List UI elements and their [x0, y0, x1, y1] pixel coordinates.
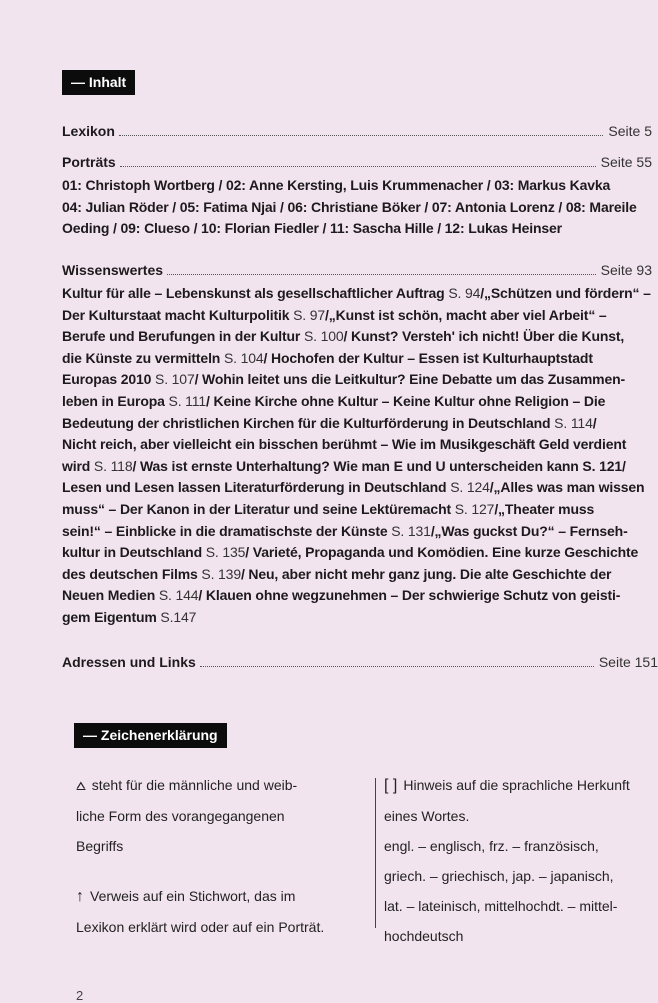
page-reference: S. 111 — [168, 392, 207, 409]
wissenswertes-line — [62, 348, 651, 370]
legend-reference-entry — [76, 881, 324, 942]
line-text: des deutschen Films — [62, 565, 202, 582]
line-text: Lesen und Lesen lassen Literaturförderung in Deutschland — [62, 479, 451, 496]
line-text: leben in Europa — [62, 392, 169, 409]
wissenswertes-line — [62, 477, 651, 499]
portraets-line: Oeding / 09: Clueso / 10: Florian Fiedler / 11: Sascha Hille / 12: Lukas Heinser — [62, 220, 562, 237]
line-text: Nicht reich, aber vielleicht ein bisschen berühmt – Wie im Musikgeschäft Geld verdient — [62, 436, 627, 453]
page-reference: S. 94 — [448, 285, 481, 301]
portraets-list — [62, 175, 637, 240]
line-text: /„Was guckst Du?“ – Fernseh- — [430, 522, 628, 539]
wissenswertes-line — [62, 521, 651, 543]
portraets-line: 04: Julian Röder / 05: Fatima Njai / 06: Christiane Böker / 07: Antonia Lorenz / 08: Mareile — [62, 198, 637, 215]
legend-text: Hinweis auf die sprachliche Herkunft — [403, 777, 630, 793]
page-number: 2 — [76, 988, 84, 1003]
wissenswertes-line — [62, 326, 651, 348]
toc-page: Seite 151 — [598, 654, 658, 670]
line-text: Der Kulturstaat macht Kulturpolitik — [62, 306, 294, 323]
leader-dots — [167, 273, 596, 275]
legend-right — [384, 770, 630, 951]
page-reference: S. 144 — [158, 587, 199, 604]
toc-page: Seite 5 — [608, 123, 652, 139]
page-reference: S. 139 — [201, 565, 241, 582]
legend-text: lat. – lateinisch, mittelhochdt. – mittel- — [384, 898, 618, 914]
page-reference: S. 97 — [293, 306, 326, 323]
line-text: gem Eigentum — [62, 608, 161, 625]
legend-text: liche Form des vorangegangenen — [76, 808, 285, 824]
toc-entry-wissenswertes — [62, 260, 658, 280]
line-text: Europas 2010 — [62, 371, 155, 388]
line-text: / Keine Kirche ohne Kultur – Keine Kultur ohne Religion – Die — [206, 392, 606, 409]
toc-entry-lexikon — [62, 121, 658, 141]
legend-left — [76, 770, 324, 942]
toc-title: Wissenswertes — [62, 262, 164, 278]
legend-text: Begriffs — [76, 838, 124, 854]
line-text: /„Theater muss — [494, 500, 595, 517]
wissenswertes-line — [62, 607, 651, 629]
legend-text: steht für die männliche und weib- — [91, 777, 298, 793]
toc-page: Seite 55 — [600, 154, 652, 170]
legend-text: engl. – englisch, frz. – französisch, — [384, 838, 599, 854]
line-text: / Klauen ohne wegzunehmen – Der schwierige Schutz von geisti- — [198, 587, 621, 604]
page-reference: S. 104 — [223, 349, 264, 366]
page-reference: S. 135 — [205, 544, 246, 561]
line-text: / Hochofen der Kultur – Essen ist Kulturhauptstadt — [263, 349, 593, 366]
wissenswertes-line — [62, 564, 651, 586]
page-reference: S. 118 — [93, 457, 133, 474]
page-reference: S. 114 — [554, 414, 593, 431]
bracket-symbol-icon: [ ] — [384, 777, 398, 794]
line-text: Kultur für alle – Lebenskunst als gesellschaftlicher Auftrag — [62, 285, 449, 301]
line-text: sein!“ – Einblicke in die dramatischste der Künste — [62, 522, 392, 539]
leader-dots — [200, 665, 594, 667]
wissenswertes-line — [62, 434, 651, 456]
line-text: Berufe und Berufungen in der Kultur — [62, 328, 304, 345]
toc-entry-portraets — [62, 152, 658, 172]
line-text: /„Kunst ist schön, macht aber viel Arbeit“ – — [325, 306, 607, 323]
page-reference: S.147 — [160, 608, 197, 625]
line-text: /„Schützen und fördern“ – — [480, 285, 651, 301]
line-text: Neuen Medien — [62, 587, 159, 604]
wissenswertes-list — [62, 283, 651, 629]
line-text: /„Alles was man wissen — [489, 479, 645, 496]
toc-title: Lexikon — [62, 123, 115, 139]
wissenswertes-line — [62, 585, 651, 607]
wissenswertes-line — [62, 283, 651, 305]
toc-entry-adressen — [62, 652, 658, 672]
legend-text: Verweis auf ein Stichwort, das im — [90, 888, 296, 904]
contents-heading: — Inhalt — [62, 70, 135, 95]
page-reference: S. 131 — [391, 522, 431, 539]
line-text: kultur in Deutschland — [62, 544, 206, 561]
line-text: / Neu, aber nicht mehr ganz jung. Die alte Geschichte der — [240, 565, 612, 582]
line-text: / Varieté, Propaganda und Komödien. Eine kurze Geschichte — [245, 544, 639, 561]
wissenswertes-line — [62, 499, 651, 521]
legend-text: griech. – griechisch, jap. – japanisch, — [384, 868, 614, 884]
line-text: / Wohin leitet uns die Leitkultur? Eine Debatte um das Zusammen- — [194, 371, 626, 388]
legend-text: hochdeutsch — [384, 928, 464, 944]
portraets-line: 01: Christoph Wortberg / 02: Anne Kersting, Luis Krummenacher / 03: Markus Kavka — [62, 177, 611, 193]
page-reference: S. 124 — [450, 479, 490, 496]
wissenswertes-line — [62, 369, 651, 391]
toc-page: Seite 93 — [600, 262, 652, 278]
column-divider — [375, 778, 376, 928]
line-text: / Was ist ernste Unterhaltung? Wie man E und U unterscheiden kann S. 121/ — [132, 457, 626, 474]
line-text: / — [592, 414, 597, 431]
legend-gender-entry — [76, 770, 324, 861]
wissenswertes-line — [62, 456, 651, 478]
page-reference: S. 107 — [155, 371, 195, 388]
line-text: die Künste zu vermitteln — [62, 349, 224, 366]
line-text: muss“ – Der Kanon in der Literatur und seine Lektüremacht — [62, 500, 455, 517]
toc-title: Adressen und Links — [62, 654, 196, 670]
wissenswertes-line — [62, 413, 651, 435]
arrow-up-icon: ↑ — [76, 888, 84, 905]
legend-heading: — Zeichenerklärung — [74, 723, 227, 748]
wissenswertes-line — [62, 391, 651, 413]
line-text: Bedeutung der christlichen Kirchen für die Kulturförderung in Deutschland — [62, 414, 555, 431]
wissenswertes-line — [62, 305, 651, 327]
page-reference: S. 127 — [454, 500, 495, 517]
line-text: / Kunst? Versteh' ich nicht! Über die Kunst, — [343, 328, 625, 345]
line-text: wird — [62, 457, 94, 474]
toc-title: Porträts — [62, 154, 116, 170]
wissenswertes-line — [62, 542, 651, 564]
page-reference: S. 100 — [303, 328, 344, 345]
leader-dots — [119, 134, 604, 136]
legend-text: Lexikon erklärt wird oder auf ein Porträt. — [76, 919, 325, 935]
gender-symbol-icon: ⩟ — [76, 777, 86, 794]
leader-dots — [120, 165, 596, 167]
legend-text: eines Wortes. — [384, 808, 470, 824]
